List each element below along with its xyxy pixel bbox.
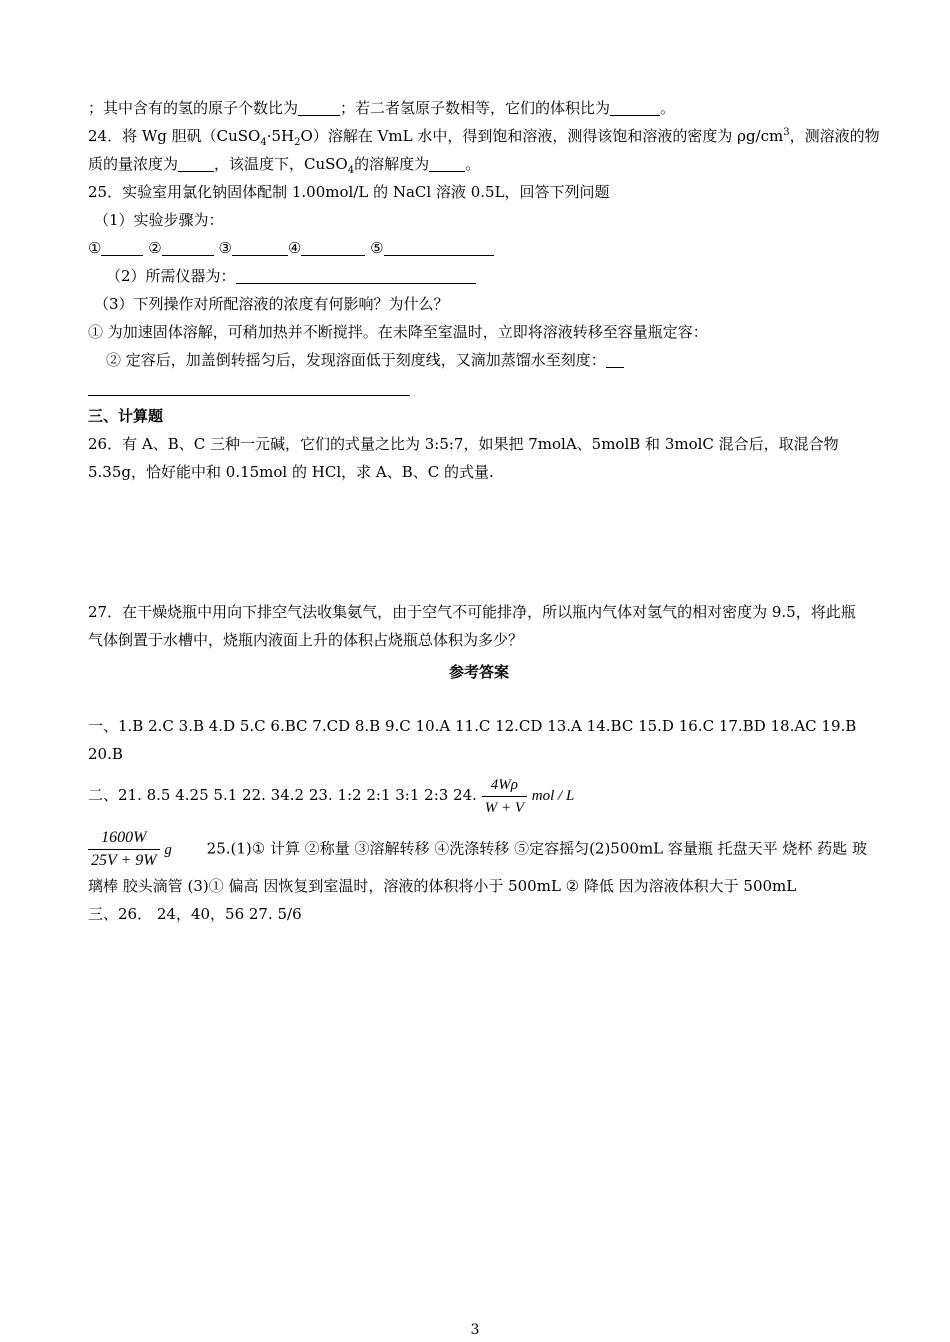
section-3-title: 三、计算题: [88, 407, 164, 425]
answers-section2: 二、21. 8.5 4.25 5.1 22. 34.2 23. 1:2 2:1 3:1 2:3 24. $\frac{4W\rho}{W + V}$ mol / L: [88, 768, 870, 823]
blank: [610, 99, 660, 116]
page-content: [88, 94, 880, 928]
q24-line2: 质的量浓度为 ，该温度下，CuSO$_4$的溶解度为 。: [88, 155, 481, 176]
blank: [606, 351, 624, 368]
q24-line1: 24．将 Wg 胆矾$(CuSO_4\cdot 5H_2O)$溶解在 VmL 水中，得到饱和溶液，测得该饱和溶液的密度为 $\rho g/cm^3$，测溶液的物: [88, 127, 880, 148]
blank: [178, 155, 214, 172]
fraction-24: $\frac{4W\rho}{W + V}$: [482, 774, 527, 819]
fraction-solubility: $\frac{1600W}{25V + 9W}$: [88, 827, 160, 872]
answers-section3: 三、26． 24，40，56 27. 5/6: [88, 905, 302, 923]
answers-title: 参考答案: [448, 663, 509, 681]
blank: [236, 267, 476, 284]
q25-op2: ② 定容后，加盖倒转摇匀后，发现溶面低于刻度线，又滴加蒸馏水至刻度：: [88, 346, 870, 374]
q23-line: ；其中含有的氢的原子个数比为 ；若二者氢原子数相等，它们的体积比为 。: [88, 99, 676, 117]
q25-answer-line: [88, 374, 870, 402]
q26: 26．有 A、B、C 三种一元碱，它们的式量之比为 3:5:7，如果把 7molA、5molB 和 3molC 混合后，取混合物 5.35g，恰好能中和 0.15mol 的 HCl，求 A、B、C 的式量.: [88, 435, 839, 481]
page-number: 3: [470, 1322, 480, 1338]
q25-part3: （3）下列操作对所配溶液的浓度有何影响？为什么？: [94, 295, 449, 313]
blank: [429, 155, 465, 172]
answers-section1-cont: 20.B: [88, 745, 123, 763]
spacer: [88, 486, 870, 598]
blank: [88, 379, 410, 396]
spacer: [88, 686, 870, 712]
q27: 27．在干燥烧瓶中用向下排空气法收集氨气，由于空气不可能排净，所以瓶内气体对氢气的相对密度为 9.5，将此瓶气体倒置于水槽中，烧瓶内液面上升的体积占烧瓶总体积为多少？: [88, 603, 856, 649]
q25-steps: ① ② ③ ④ ⑤: [88, 234, 870, 262]
blank: [298, 99, 340, 116]
answers-25: $\frac{1600W}{25V + 9W}$ g 25.(1)① 计算 ②称量 ③溶解转移 ④洗涤转移 ⑤定容摇匀(2)500mL 容量瓶 托盘天平 烧杯 药匙 玻璃棒 胶头滴管 (3)① 偏高 因恢复到室温时，溶液的体积将小于 500mL ② 降低 因为溶液体积大于 500mL: [88, 829, 867, 895]
answers-section1: 一、1.B 2.C 3.B 4.D 5.C 6.BC 7.CD 8.B 9.C 10.A 11.C 12.CD 13.A 14.BC 15.D 16.C 17.BD 18.AC 19.B: [88, 717, 857, 735]
q25-part1: （1）实验步骤为：: [94, 211, 224, 229]
q25-part2: （2）所需仪器为：: [88, 262, 870, 290]
q25-title: 25．实验室用氯化钠固体配制 1.00mol/L 的 NaCl 溶液 0.5L，回答下列问题: [88, 183, 610, 201]
q25-op1: ① 为加速固体溶解，可稍加热并不断搅拌。在未降至室温时，立即将溶液转移至容量瓶定容：: [88, 323, 708, 341]
